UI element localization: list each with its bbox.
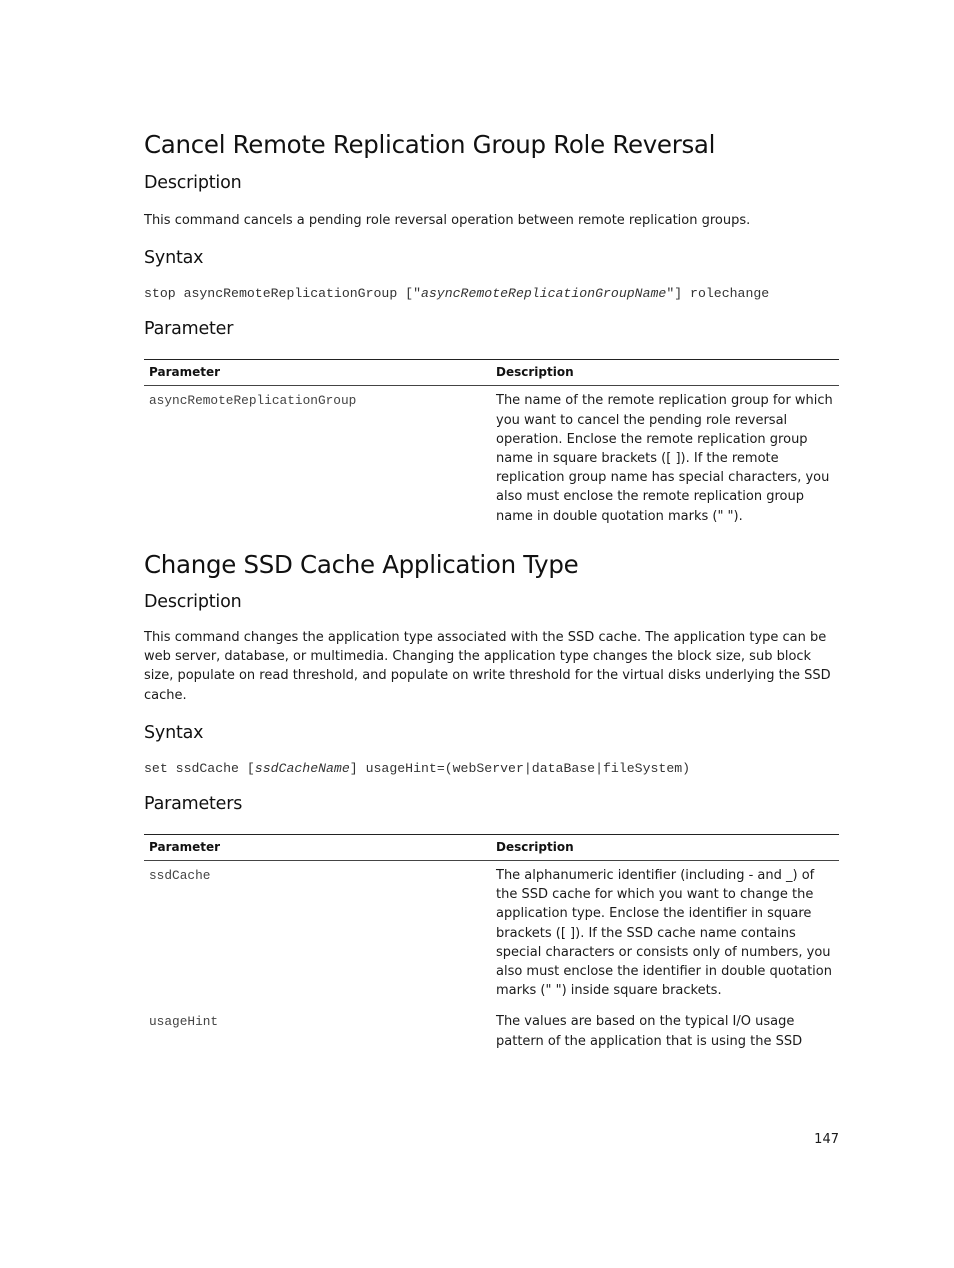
parameter-name: asyncRemoteReplicationGroup [149, 393, 357, 409]
table-header-parameter: Parameter [144, 834, 491, 860]
parameters-table [144, 834, 839, 1058]
parameters-heading: Parameters [144, 793, 243, 814]
syntax-suffix: "] rolechange [666, 286, 770, 302]
page-number: 147 [814, 1132, 839, 1147]
table-row [144, 860, 839, 1007]
table-header-row [144, 834, 839, 860]
parameter-table [144, 359, 839, 532]
section-title-change-ssd-cache: Change SSD Cache Application Type [144, 549, 579, 579]
syntax-suffix: ] usageHint=(webServer|dataBase|fileSystem) [349, 760, 691, 776]
table-row [144, 386, 839, 533]
syntax-code [144, 759, 839, 778]
description-heading: Description [144, 173, 242, 193]
description-text: This command cancels a pending role reversal operation between remote replication groups. [144, 213, 751, 228]
parameter-description: The alphanumeric identifier (including - and _) of the SSD cache for which you want to change the application type. Enclose the identifier in square brackets ([ ]). If the SSD cache name contains special characters or consists only of numbers, you also must enclose the identifier in double quotation marks (" ") inside square brackets. [496, 867, 832, 999]
syntax-italic: ssdCacheName [254, 760, 350, 776]
syntax-heading: Syntax [144, 248, 204, 269]
syntax-prefix: set ssdCache [ [144, 760, 255, 776]
parameter-description: The name of the remote replication group for which you want to cancel the pending role reversal operation. Enclose the remote replication group name in square brackets ([ ]). If the remote replication group name has special characters, you also must enclose the remote replication group name in double quotation marks (" "). [496, 393, 833, 524]
syntax-heading: Syntax [144, 722, 204, 743]
parameter-name: usageHint [149, 1014, 219, 1030]
parameter-description: The values are based on the typical I/O usage pattern of the application that is using the SSD [496, 1014, 803, 1049]
description-text: This command changes the application type associated with the SSD cache. The application type can be web server, database, or multimedia. Changing the application type changes the block size, sub block size, populate on read threshold, and populate on write threshold for the virtual disks underlying the SSD cache. [144, 629, 831, 703]
table-row [144, 1007, 839, 1057]
syntax-code [144, 284, 839, 303]
syntax-italic: asyncRemoteReplicationGroupName [420, 286, 667, 302]
parameter-name: ssdCache [149, 867, 211, 883]
page-content [144, 128, 839, 1058]
description-heading: Description [144, 591, 242, 612]
section-title-cancel-role-reversal: Cancel Remote Replication Group Role Reversal [144, 130, 716, 159]
table-header-description: Description [491, 834, 839, 860]
parameter-heading: Parameter [144, 319, 234, 340]
table-header-parameter: Parameter [144, 360, 491, 386]
table-header-row [144, 360, 839, 386]
table-header-description: Description [491, 360, 839, 386]
syntax-prefix: stop asyncRemoteReplicationGroup [" [144, 286, 421, 302]
